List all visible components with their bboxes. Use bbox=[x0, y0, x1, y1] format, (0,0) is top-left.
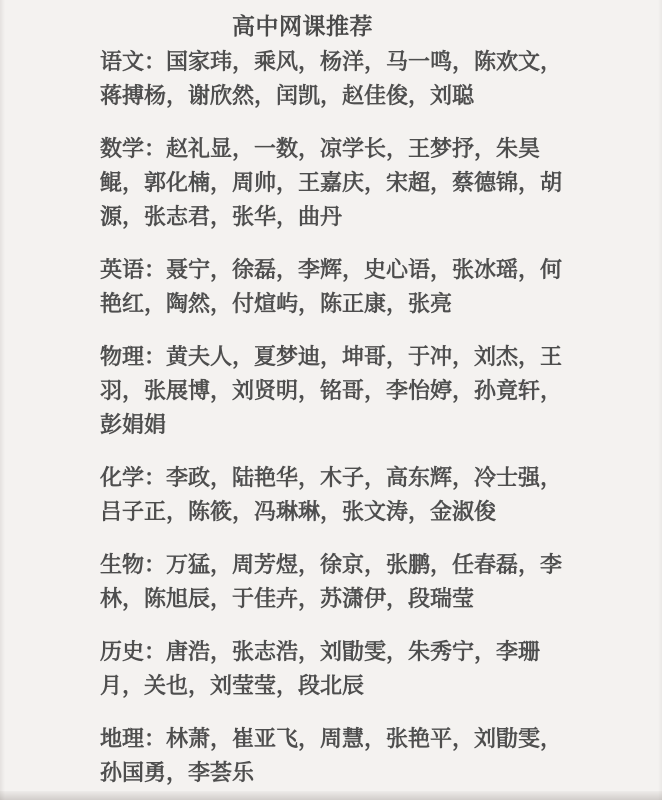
photo-edge-shadow-bottom bbox=[0, 791, 662, 800]
text-line: 历史：唐浩，张志浩，刘勖雯，朱秀宁，李珊 bbox=[100, 639, 541, 664]
subject-section bbox=[100, 722, 572, 790]
text-line: 化学：李政，陆艳华，木子，高东辉，冷士强， bbox=[100, 465, 563, 490]
text-line: 林，陈旭辰，于佳卉，苏潇伊，段瑞莹 bbox=[100, 586, 475, 611]
text-line: 吕子正，陈筱，冯琳琳，张文涛，金淑俊 bbox=[100, 499, 497, 524]
section-list bbox=[100, 45, 572, 790]
text-line: 彭娟娟 bbox=[100, 412, 167, 437]
text-line: 地理：林萧，崔亚飞，周慧，张艳平，刘勖雯， bbox=[100, 726, 563, 751]
text-line: 英语：聂宁，徐磊，李辉，史心语，张冰瑶，何 bbox=[100, 257, 563, 282]
text-line: 生物：万猛，周芳煜，徐京，张鹏，任春磊，李 bbox=[100, 552, 563, 577]
subject-section bbox=[100, 45, 572, 113]
text-line: 鲲，郭化楠，周帅，王嘉庆，宋超，蔡德锦，胡 bbox=[100, 170, 563, 195]
text-line: 源，张志君，张华，曲丹 bbox=[100, 204, 343, 229]
subject-section bbox=[100, 340, 572, 442]
subject-section bbox=[100, 132, 572, 234]
subject-section bbox=[100, 253, 572, 321]
text-line: 羽，张展博，刘贤明，铭哥，李怡婷，孙竟轩， bbox=[100, 378, 563, 403]
page-title: 高中网课推荐 bbox=[232, 13, 373, 39]
subject-section bbox=[100, 461, 572, 529]
text-line: 蒋搏杨，谢欣然，闰凯，赵佳俊，刘聪 bbox=[100, 83, 475, 108]
text-line: 孙国勇，李荟乐 bbox=[100, 760, 255, 785]
subject-section bbox=[100, 635, 572, 703]
text-line: 物理：黄夫人，夏梦迪，坤哥，于冲，刘杰，王 bbox=[100, 344, 563, 369]
text-line: 艳红，陶然，付煊屿，陈正康，张亮 bbox=[100, 291, 453, 316]
text-line: 月，关也，刘莹莹，段北辰 bbox=[100, 673, 365, 698]
subject-section bbox=[100, 548, 572, 616]
text-line: 语文：国家玮，乘风，杨洋，马一鸣，陈欢文， bbox=[100, 49, 563, 74]
text-line: 数学：赵礼显，一数，凉学长，王梦抒，朱昊 bbox=[100, 136, 541, 161]
